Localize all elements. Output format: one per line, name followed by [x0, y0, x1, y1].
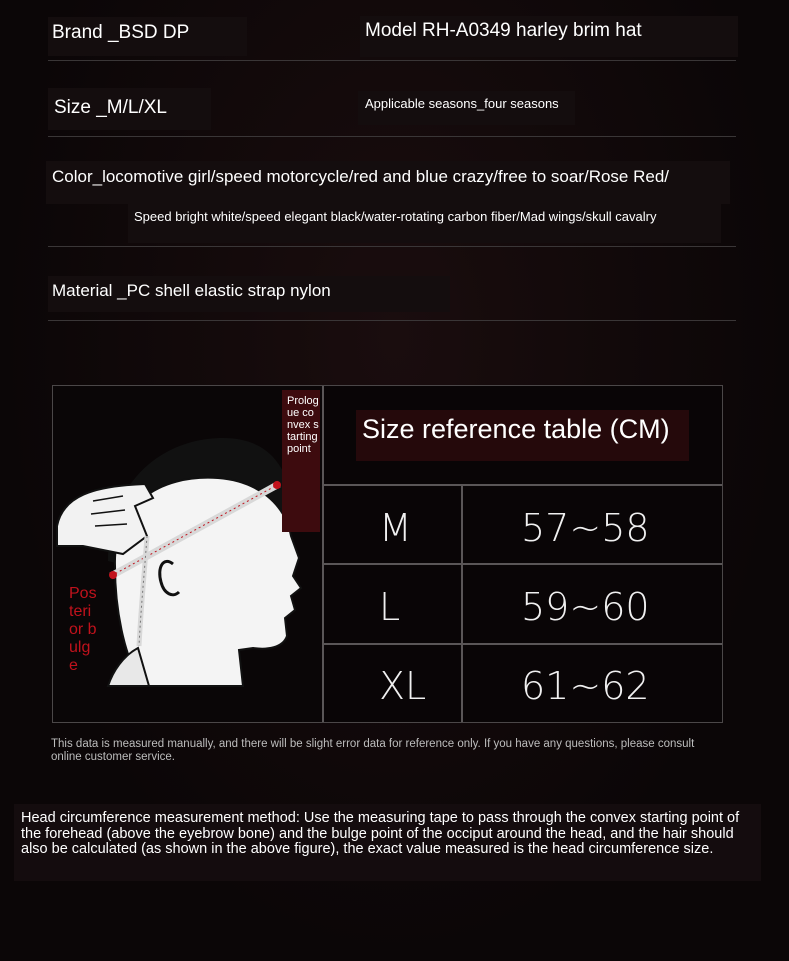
- table-border: [323, 484, 722, 486]
- table-row-size: XL: [379, 664, 427, 708]
- divider: [48, 246, 736, 247]
- forehead-point-label: Prologue convex starting point: [287, 395, 319, 455]
- table-row-range: 61~62: [521, 664, 650, 708]
- table-row-size: L: [379, 585, 401, 629]
- model-label: Model RH-A0349 harley brim hat: [365, 20, 642, 41]
- seasons-label: Applicable seasons_four seasons: [365, 96, 559, 111]
- color-label-line1: Color_locomotive girl/speed motorcycle/red and blue crazy/free to soar/Rose Red/: [52, 167, 670, 186]
- measurement-method-text: Head circumference measurement method: Use the measuring tape to pass through the convex starting point of the forehead (above the eyebrow bone) and the bulge point of the occiput around the head, and the hair should also be calculated (as shown in the above figure), the exact value measured is the head circumference size.: [21, 810, 740, 857]
- table-row-range: 57~58: [521, 506, 650, 550]
- occiput-point-label: Posterior bulge: [69, 585, 97, 674]
- table-row-range: 59~60: [521, 585, 650, 629]
- divider: [48, 320, 736, 321]
- divider: [48, 136, 736, 137]
- table-title: Size reference table (CM): [362, 414, 670, 444]
- divider: [48, 60, 736, 61]
- table-row-size: M: [379, 506, 412, 550]
- brand-label: Brand _BSD DP: [52, 22, 190, 43]
- table-border: [323, 563, 722, 565]
- table-border: [322, 386, 324, 722]
- measurement-note: This data is measured manually, and there will be slight error data for reference only. If you have any questions, please consult online customer service.: [51, 738, 695, 763]
- size-label: Size _M/L/XL: [54, 97, 167, 118]
- table-border: [323, 643, 722, 645]
- table-border: [461, 484, 463, 722]
- material-label: Material _PC shell elastic strap nylon: [52, 281, 331, 300]
- color-label-line2: Speed bright white/speed elegant black/water-rotating carbon fiber/Mad wings/skull cavalry: [134, 209, 657, 224]
